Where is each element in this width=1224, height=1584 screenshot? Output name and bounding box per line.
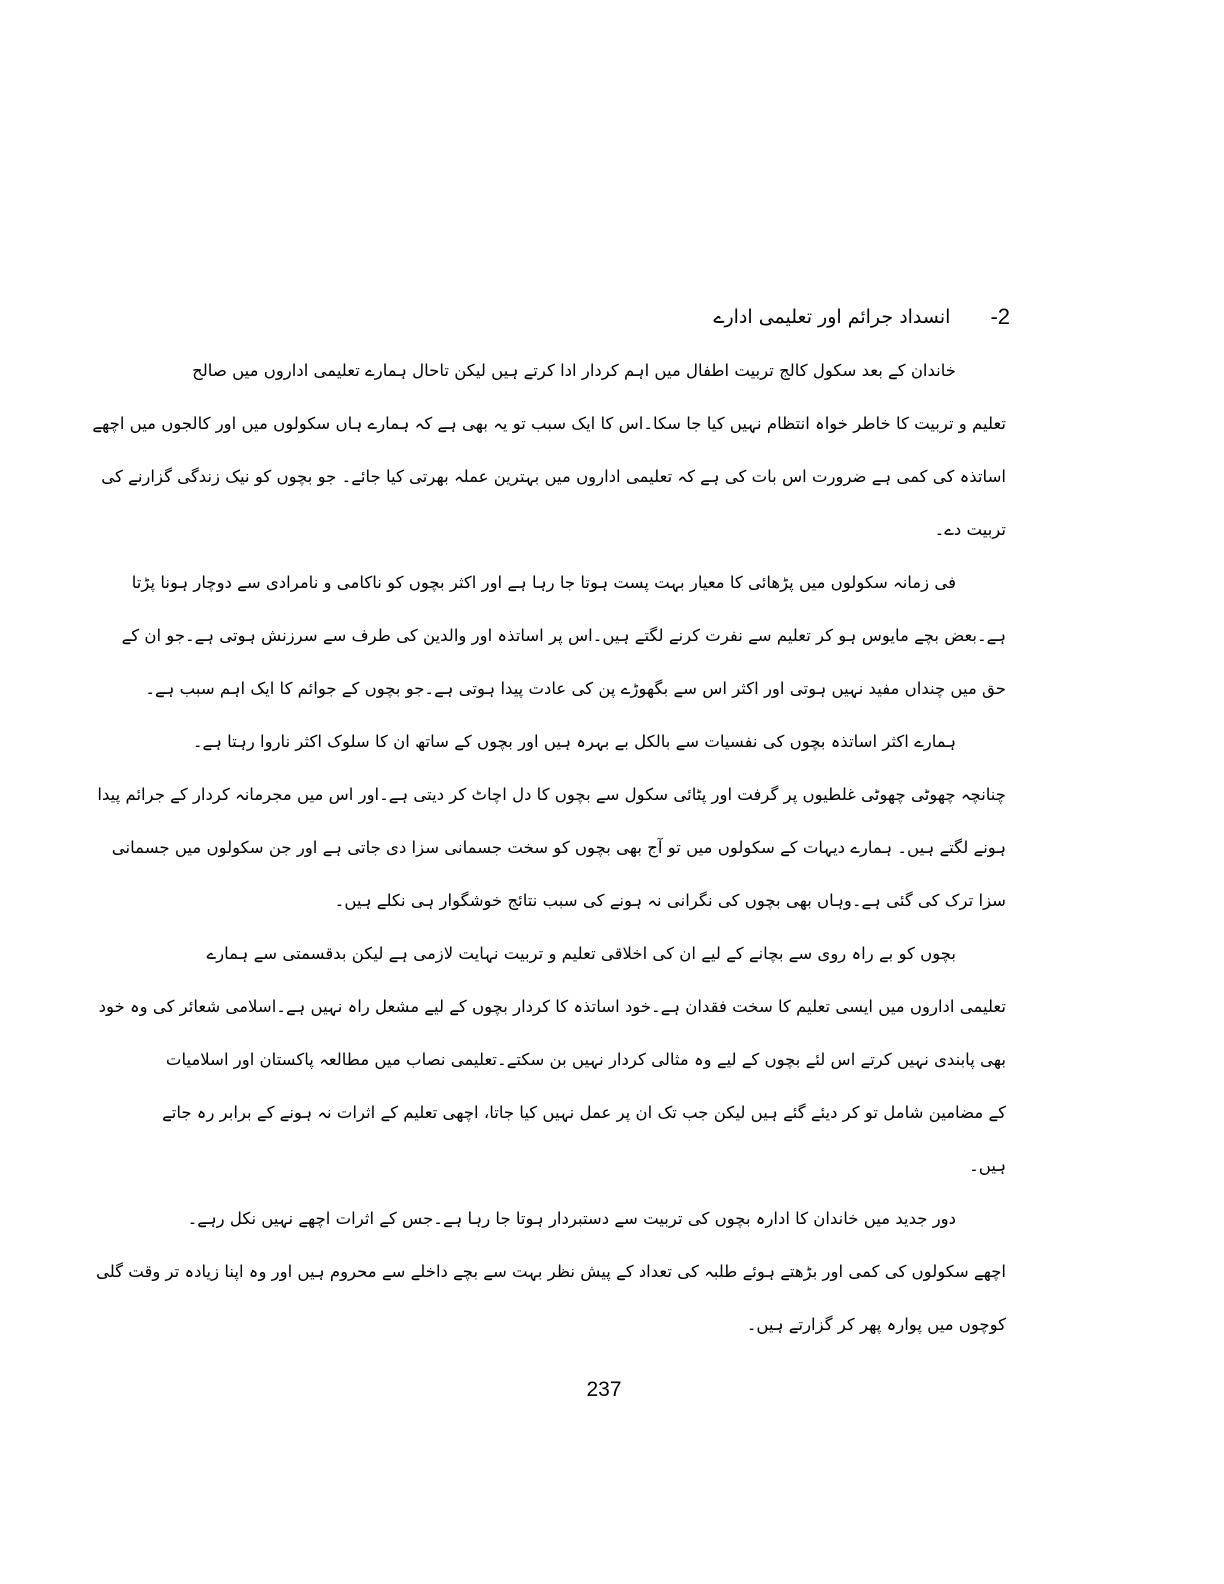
section-title: انسداد جرائم اور تعلیمی ادارے <box>713 306 951 328</box>
text-line: بھی پابندی نہیں کرتے اس لئے بچوں کے لیے وہ مثالی کردار نہیں بن سکتے۔تعلیمی نصاب میں مطالعہ پاکستان اور اسلامیات <box>165 1050 1006 1069</box>
text-line: اچھے سکولوں کی کمی اور بڑھتے ہوئے طلبہ کی تعداد کے پیش نظر بہت سے بچے داخلے سے محروم ہیں اور وہ اپنا زیادہ تر وقت گلی <box>95 1262 1006 1281</box>
text-line: تعلیم و تربیت کا خاطر خواہ انتظام نہیں کیا جا سکا۔اس کا ایک سبب تو یہ بھی ہے کہ ہمارے ہاں سکولوں میں اور کالجوں میں اچھے <box>92 414 1006 433</box>
text-line: تربیت دے۔ <box>934 520 1006 539</box>
text-line: ہے۔بعض بچے مایوس ہو کر تعلیم سے نفرت کرنے لگتے ہیں۔اس پر اساتذہ اور والدین کی طرف سے سرزنش ہوتی ہے۔جو ان کے <box>121 626 1006 645</box>
text-line: خاندان کے بعد سکول کالج تربیت اطفال میں اہم کردار ادا کرتے ہیں لیکن تاحال ہمارے تعلیمی اداروں میں صالح <box>192 361 956 380</box>
text-line: کے مضامین شامل تو کر دیئے گئے ہیں لیکن جب تک ان پر عمل نہیں کیا جاتا، اچھی تعلیم کے اثرات نہ ہونے کے برابر رہ جاتے <box>162 1103 1006 1122</box>
section-number: -2 <box>990 304 1010 329</box>
text-line: کوچوں میں پوارہ پھر کر گزارتے ہیں۔ <box>746 1315 1006 1334</box>
text-line: ہیں۔ <box>969 1156 1006 1175</box>
page-number: 237 <box>586 1378 622 1401</box>
text-line: بچوں کو بے راہ روی سے بچانے کے لیے ان کی اخلاقی تعلیم و تربیت نہایت لازمی ہے لیکن بدقسمتی سے ہمارے <box>206 944 956 963</box>
text-line: دور جدید میں خاندان کا ادارہ بچوں کی تربیت سے دستبردار ہوتا جا رہا ہے۔جس کے اثرات اچھے نہیں نکل رہے۔ <box>187 1209 956 1228</box>
text-line: چنانچہ چھوٹی چھوٹی غلطیوں پر گرفت اور پٹائی سکول سے بچوں کا دل اچاٹ کر دیتی ہے۔اور اس میں مجرمانہ کردار کے جرائم پیدا <box>97 785 1006 804</box>
text-line: تعلیمی اداروں میں ایسی تعلیم کا سخت فقدان ہے۔خود اساتذہ کا کردار بچوں کے لیے مشعل راہ نہیں ہے۔اسلامی شعائر کی وہ خود <box>98 997 1006 1016</box>
text-line: ہونے لگتے ہیں۔ ہمارے دیہات کے سکولوں میں تو آج بھی بچوں کو سخت جسمانی سزا دی جاتی ہے اور جن سکولوں میں جسمانی <box>111 838 1006 857</box>
text-line: ہمارے اکثر اساتذہ بچوں کی نفسیات سے بالکل بے بہرہ ہیں اور بچوں کے ساتھ ان کا سلوک اکثر ناروا رہتا ہے۔ <box>192 732 956 751</box>
text-line: اساتذہ کی کمی ہے ضرورت اس بات کی ہے کہ تعلیمی اداروں میں بہترین عملہ بھرتی کیا جائے۔ جو بچوں کو نیک زندگی گزارنے کی <box>101 467 1006 486</box>
section-heading <box>713 304 1010 330</box>
text-line: سزا ترک کی گئی ہے۔وہاں بھی بچوں کی نگرانی نہ ہونے کی سبب نتائج خوشگوار ہی نکلے ہیں۔ <box>334 891 1006 910</box>
text-line: فی زمانہ سکولوں میں پڑھائی کا معیار بہت پست ہوتا جا رہا ہے اور اکثر بچوں کو ناکامی و نامرادی سے دوچار ہونا پڑتا <box>131 573 956 592</box>
text-line: حق میں چنداں مفید نہیں ہوتی اور اکثر اس سے بگھوڑے پن کی عادت پیدا ہوتی ہے۔جو بچوں کے جوائم کا ایک اہم سبب ہے۔ <box>145 679 1006 698</box>
